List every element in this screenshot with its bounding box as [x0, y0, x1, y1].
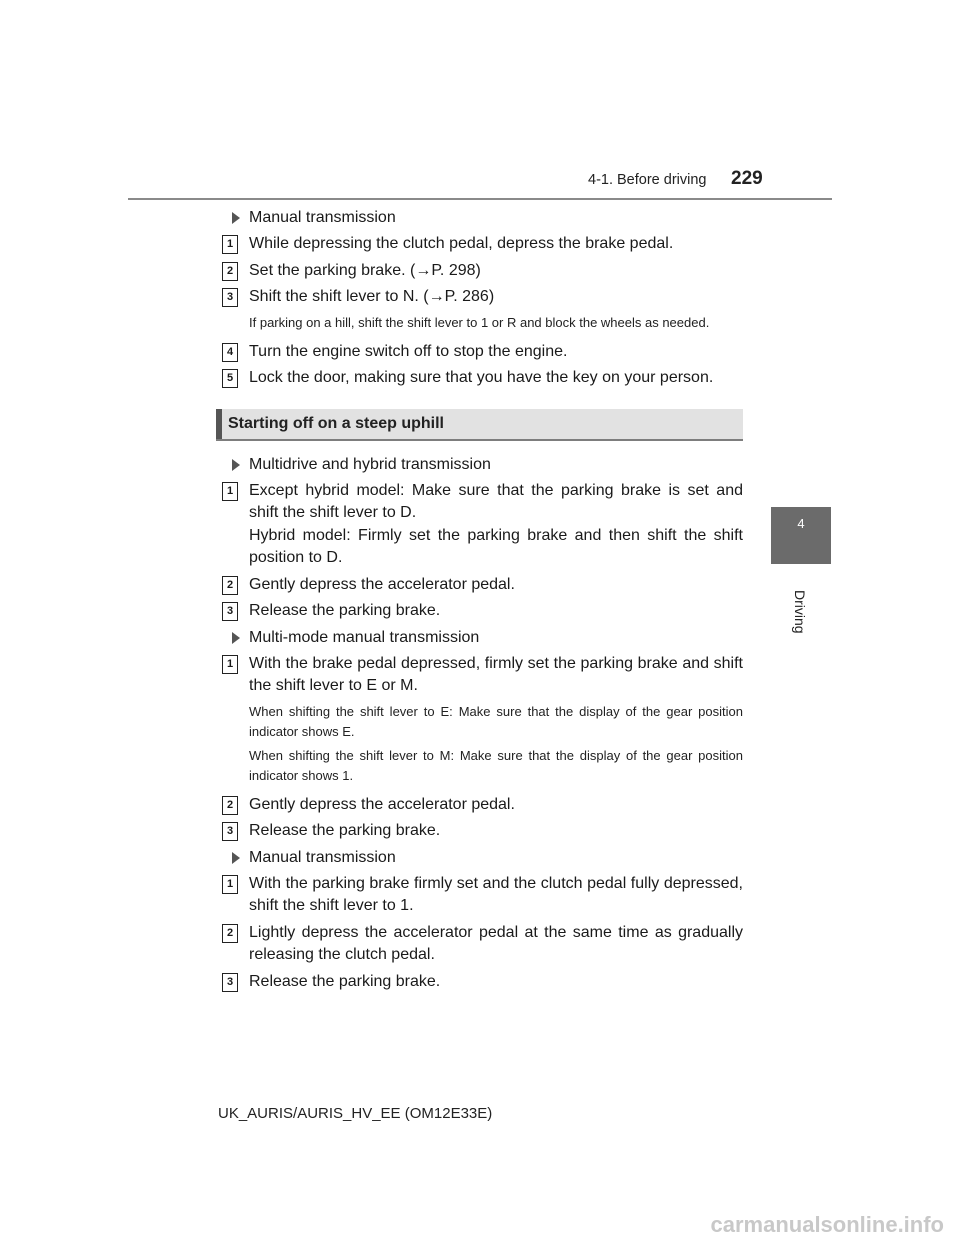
chapter-tab-label: Driving	[792, 590, 808, 634]
step-text: Turn the engine switch off to stop the engine.	[249, 342, 568, 360]
step-text: Gently depress the accelerator pedal.	[249, 575, 515, 593]
step-item	[219, 922, 743, 967]
step-number-badge: 3	[222, 822, 238, 841]
step-number-badge: 2	[222, 796, 238, 815]
step-number-badge: 2	[222, 924, 238, 943]
step-item	[219, 574, 743, 597]
step-text: Release the parking brake.	[249, 972, 441, 990]
triangle-bullet-icon	[232, 632, 240, 644]
watermark[interactable]: carmanualsonline.info	[710, 1212, 944, 1237]
step-text: While depressing the clutch pedal, depress the brake pedal.	[249, 235, 674, 252]
step-number-badge: 3	[222, 602, 238, 621]
step-item	[219, 971, 743, 994]
triangle-bullet-icon	[232, 212, 240, 224]
document-footer: UK_AURIS/AURIS_HV_EE (OM12E33E)	[218, 1105, 493, 1122]
page-content	[219, 207, 743, 997]
header-divider	[128, 198, 832, 200]
step-item	[219, 794, 743, 817]
subsection-multidrive	[219, 454, 743, 476]
step-item	[219, 260, 743, 283]
step-number-badge: 2	[222, 576, 238, 595]
heading-accent-bar	[216, 409, 222, 439]
header-section-title: 4-1. Before driving	[588, 172, 707, 188]
step-item	[219, 480, 743, 570]
page-number: 229	[731, 168, 763, 189]
chapter-tab-number: 4	[797, 516, 805, 531]
step-text-hybrid: Hybrid model: Firmly set the parking brake and then shift the shift position to D.	[249, 526, 743, 566]
step-number-badge: 4	[222, 343, 238, 362]
subsection-label: Multi-mode manual transmission	[249, 628, 480, 646]
subsection-label: Manual transmission	[249, 209, 396, 226]
step-text: Lightly depress the accelerator pedal at the same time as gradually releasing the clutch pedal.	[249, 923, 743, 963]
step-item	[219, 820, 743, 843]
chapter-tab	[771, 507, 831, 564]
step-text: Gently depress the accelerator pedal.	[249, 795, 515, 813]
step-item	[219, 233, 743, 256]
step-number-badge: 1	[222, 655, 238, 674]
step-item	[219, 873, 743, 918]
step-text: Shift the shift lever to N. (→P. 286)	[249, 288, 495, 305]
step-item	[219, 600, 743, 623]
step-number-badge: 1	[222, 235, 238, 254]
step-number-badge: 1	[222, 482, 238, 501]
step-text: With the parking brake firmly set and the clutch pedal fully depressed, shift the shift lever to 1.	[249, 874, 743, 914]
triangle-bullet-icon	[232, 459, 240, 471]
step-text: Release the parking brake.	[249, 822, 441, 839]
step-note: When shifting the shift lever to M: Make sure that the display of the gear position indicator shows 1.	[249, 747, 743, 783]
section-heading	[216, 409, 743, 441]
subsection-manual-transmission	[219, 207, 743, 229]
step-number-badge: 3	[222, 973, 238, 992]
step-text: With the brake pedal depressed, firmly set the parking brake and shift the shift lever to E or M.	[249, 654, 743, 694]
step-number-badge: 2	[222, 262, 238, 281]
subsection-label: Multidrive and hybrid transmission	[249, 455, 491, 473]
step-text: Lock the door, making sure that you have the key on your person.	[249, 369, 714, 386]
step-number-badge: 5	[222, 369, 238, 388]
step-item	[219, 286, 743, 309]
step-item	[219, 367, 743, 390]
subsection-multi-mode	[219, 627, 743, 649]
step-note: If parking on a hill, shift the shift lever to 1 or R and block the wheels as needed.	[249, 314, 710, 330]
step-number-badge: 3	[222, 288, 238, 307]
step-item	[219, 653, 743, 698]
subsection-label: Manual transmission	[249, 848, 396, 866]
step-text: Except hybrid model: Make sure that the parking brake is set and shift the shift lever to D.	[249, 481, 743, 521]
step-note: When shifting the shift lever to E: Make sure that the display of the gear position indicator shows E.	[249, 703, 743, 739]
subsection-manual-transmission	[219, 847, 743, 869]
step-text: Set the parking brake. (→P. 298)	[249, 261, 481, 279]
step-number-badge: 1	[222, 875, 238, 894]
section-heading-text: Starting off on a steep uphill	[228, 414, 444, 432]
triangle-bullet-icon	[232, 852, 240, 864]
step-item	[219, 341, 743, 364]
step-text: Release the parking brake.	[249, 602, 441, 619]
